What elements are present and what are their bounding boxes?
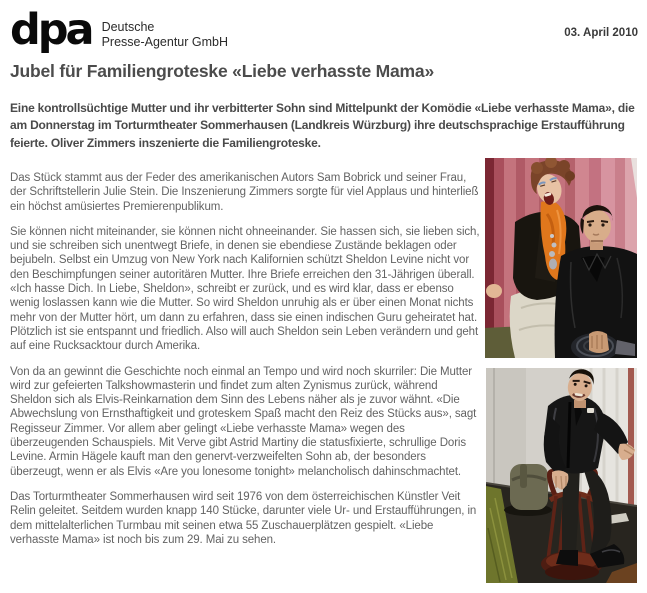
article-lead: Eine kontrollsüchtige Mutter und ihr verbitterter Sohn sind Mittelpunkt der Komödie «Liebe verhasste Mama», die am Donnerstag im Torturmtheater Sommerhausen (Landkreis Würzburg) ihre deutschsprachige Erstaufführung feierte. Oliver Zimmers inszenierte die Familiengroteske. bbox=[10, 101, 635, 150]
body-paragraph: Von da an gewinnt die Geschichte noch einmal an Tempo und wird noch skurriler: Die Mutter wird zur gefeierten Talkshowmasterin und findet zum alten Zynismus zurück, während Sheldon sich als Elvis-Reinkarnation dem Sinn des Lebens näher als je zuvor wähnt. «Die Abwechslung von Ernsthaftigkeit und groteskem Spaß macht den Reiz des Stücks aus», sagt Regisseur Zimmer. Vor allem aber gelingt «Liebe verhasste Mama» wegen des überzeugenden Schauspiels. Mit Verve gibt Astrid Martiny die statusfixierte, schrullige Doris Levine. Armin Hägele kauft man den genervt-verzweifelten Sohn ab, der besonders überzeugt, wenn er als Elvis «Are you lonesome tonight» melancholisch dahinschmachtet. bbox=[10, 365, 477, 478]
dpa-logo-wordmark: dpa bbox=[10, 5, 92, 55]
logo-company-name bbox=[102, 20, 228, 50]
body-paragraph: Das Stück stammt aus der Feder des amerikanischen Autors Sam Bobrick und seiner Frau, der Schriftstellerin Julie Stein. Die Inszenierung Zimmers sorgte für viel Applaus und hinterließ ein höchst amüsiertes Premierenpublikum. bbox=[10, 172, 479, 213]
body-paragraph: Das Torturmtheater Sommerhausen wird seit 1976 von dem österreichischen Künstler Veit Relin geleitet. Seitdem wurden knapp 140 Stücke, darunter viele Ur- und Erstaufführungen, in dem mittelalterlichen Turmbau mit seinen etwa 55 Zuschauerplätzen gespielt. «Liebe verhasste Mama» ist noch bis zum 29. Mai zu sehen. bbox=[10, 490, 477, 546]
article-photo-mother-and-son bbox=[485, 158, 637, 358]
publication-date: 03. April 2010 bbox=[564, 27, 638, 39]
logo-company-line2: Presse-Agentur GmbH bbox=[101, 35, 229, 49]
article-body bbox=[10, 171, 480, 558]
article-headline: Jubel für Familiengroteske «Liebe verhasste Mama» bbox=[10, 61, 434, 81]
dpa-logo bbox=[10, 4, 228, 56]
stage-scene-illustration bbox=[485, 158, 637, 358]
article-photo-sheldon-chair bbox=[486, 368, 637, 583]
body-paragraph: Sie können nicht miteinander, sie können nicht ohneeinander. Sie hassen sich, sie lieben sich, und sie schreiben sich unentwegt Briefe, in denen sie ebendiese Zustände beklagen oder bejubeln. Selbst ein Umzug von New York nach Kalifornien schützt Sheldon Levine nicht vor den Beschimpfungen seiner autoritären Mutter. Ihre Briefe erreichen den 31-Jährigen überall. «Ich hasse Dich. In Liebe, Sheldon», schreibt er zurück, und es wird klar, dass er ebenso wenig loslassen kann wie die Mutter. So wird Sheldon unruhig als er über einen Monat nichts mehr von der Mutter hört, um dann zu erfahren, dass sie einen indischen Guru geheiratet hat. Plötzlich ist sie entspannt und friedlich. Also will auch Sheldon sein Leben verändern und geht auf eine Rucksacktour durch Amerika. bbox=[10, 225, 480, 353]
logo-company-line1: Deutsche bbox=[101, 20, 155, 34]
chair-scene-illustration bbox=[486, 368, 637, 583]
